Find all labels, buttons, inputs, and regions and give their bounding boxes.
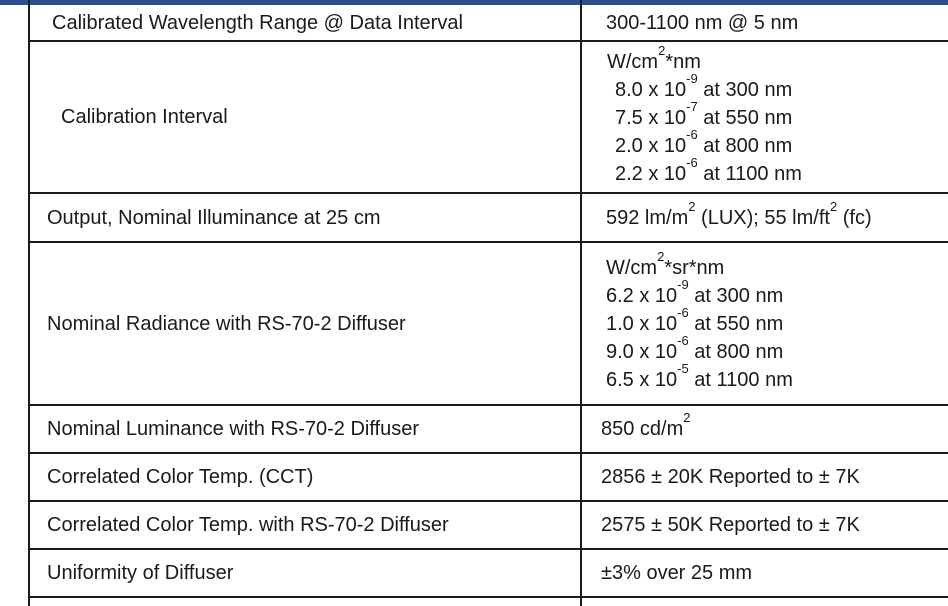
- calibration-entry: 8.0 x $10^{-9}$ at 300 nm: [615, 71, 793, 101]
- cct-diffuser-label: Correlated Color Temp. with RS-70-2 Diffuser: [47, 514, 449, 536]
- table-row-label: [47, 243, 406, 404]
- table-row-label: [52, 5, 463, 41]
- table-row-value: [606, 194, 872, 242]
- uniformity-value: ±3% over 25 mm: [601, 562, 753, 584]
- illuminance-label: Output, Nominal Illuminance at 25 cm: [47, 207, 381, 229]
- luminance-label: Nominal Luminance with RS-70-2 Diffuser: [47, 418, 420, 440]
- calibration-entry: 2.2 x $10^{-6}$ at 1100 nm: [615, 155, 802, 185]
- table-row-label: [47, 502, 449, 548]
- radiance-unit: $W/cm^2*sr*nm$: [606, 249, 725, 279]
- table-row-value: [601, 454, 860, 500]
- calibration-entry: 7.5 x $10^{-7}$ at 550 nm: [615, 99, 793, 129]
- cct-diffuser-value: 2575 ± 50K Reported to ± 7K: [601, 514, 860, 536]
- radiance-values: [606, 251, 793, 397]
- radiance-entry: 9.0 x $10^{-6}$ at 800 nm: [606, 333, 784, 363]
- table-left-border: [28, 0, 30, 606]
- table-row-label: [61, 42, 228, 192]
- wavelength-range-label: Calibrated Wavelength Range @ Data Interval: [52, 12, 463, 34]
- table-row-value: [601, 406, 691, 452]
- table-row-value: [601, 502, 860, 548]
- luminance-value: 850 $cd/m^2$: [601, 410, 691, 440]
- table-row-value: [601, 550, 752, 596]
- radiance-entry: 6.5 x $10^{-5}$ at 1100 nm: [606, 361, 793, 391]
- table-row-label: [47, 194, 381, 242]
- row-divider: [28, 596, 948, 598]
- calibration-interval-label: Calibration Interval: [61, 106, 228, 128]
- table-row-label: [47, 550, 233, 596]
- table-row-value: [606, 5, 798, 41]
- radiance-entry: 6.2 x $10^{-9}$ at 300 nm: [606, 277, 784, 307]
- table-row-label: [47, 454, 313, 500]
- radiance-label: Nominal Radiance with RS-70-2 Diffuser: [47, 312, 406, 335]
- cct-label: Correlated Color Temp. (CCT): [47, 466, 314, 488]
- calibration-entry: 2.0 x $10^{-6}$ at 800 nm: [615, 127, 793, 157]
- wavelength-range-value: 300-1100 nm @ 5 nm: [606, 12, 799, 34]
- calibration-interval-values: [607, 43, 802, 190]
- table-row-label: [47, 406, 419, 452]
- table-column-divider: [580, 0, 582, 606]
- illuminance-value: 592 $lm/m^2$ (LUX); 55 $lm/ft^2$ (fc): [606, 199, 872, 229]
- cct-value: 2856 ± 20K Reported to ± 7K: [601, 466, 860, 488]
- calibration-unit: $W/cm^2*nm$: [607, 43, 701, 73]
- uniformity-label: Uniformity of Diffuser: [47, 562, 234, 584]
- radiance-entry: 1.0 x $10^{-6}$ at 550 nm: [606, 305, 784, 335]
